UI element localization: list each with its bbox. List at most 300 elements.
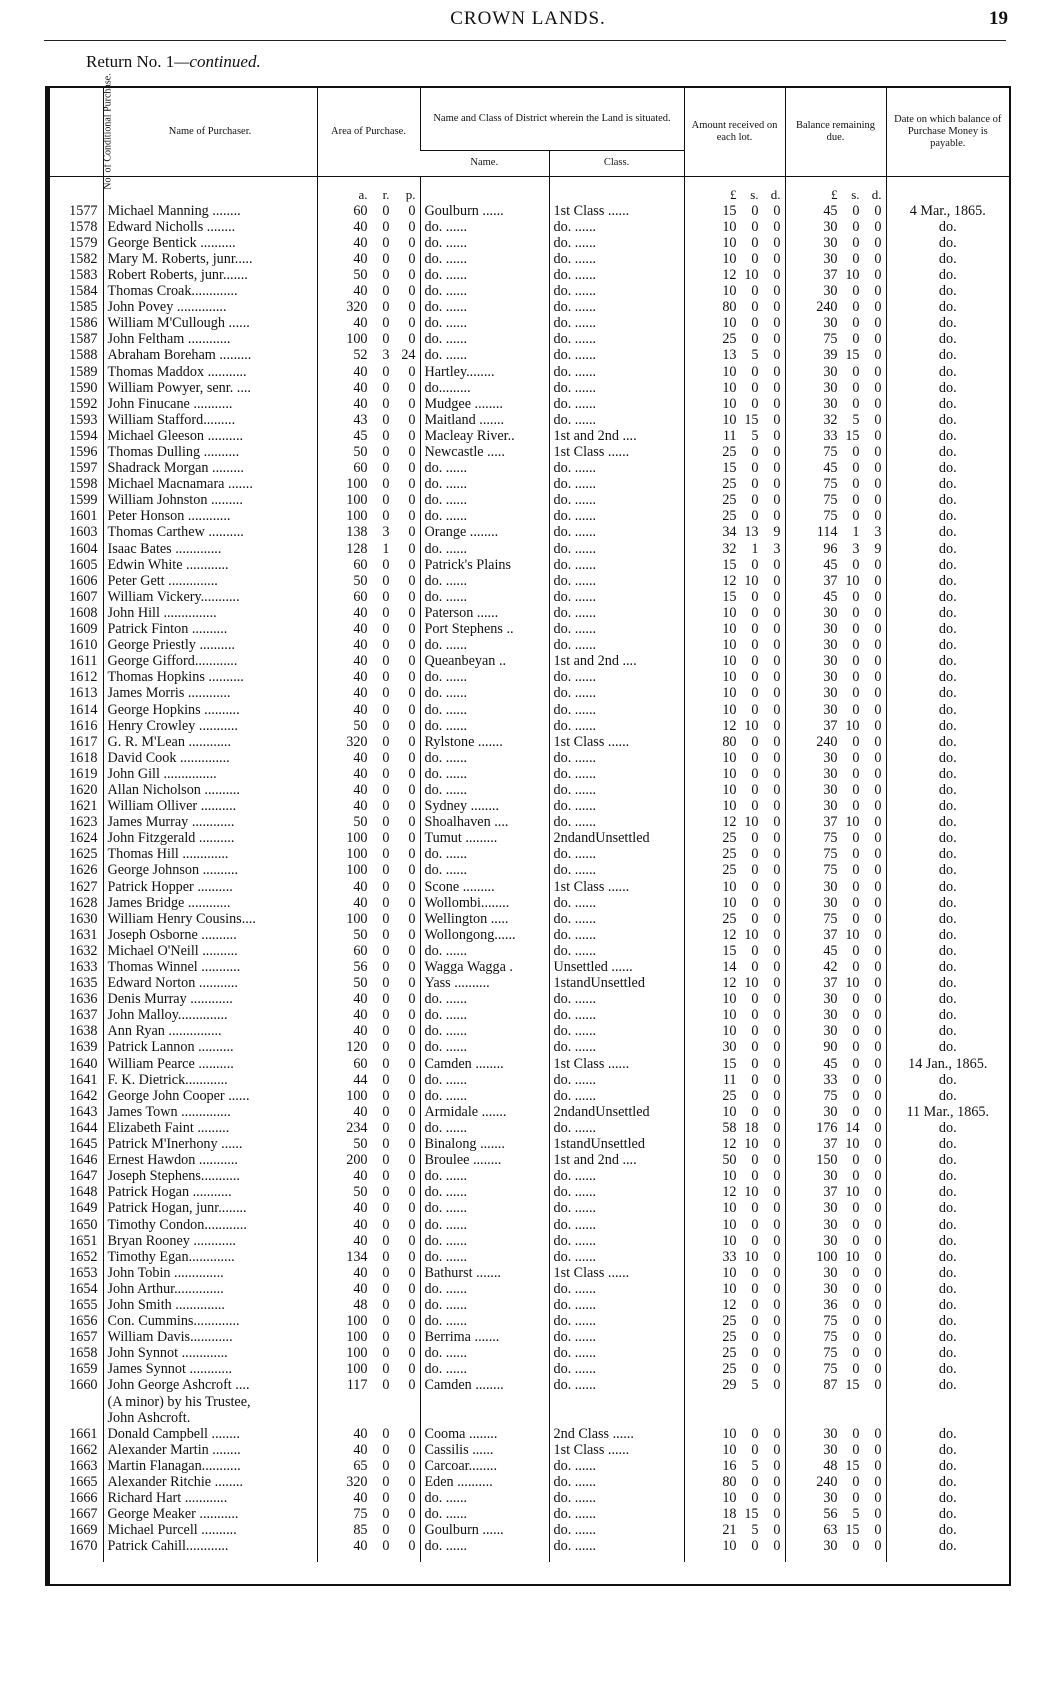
purchase-number: 1619 [69,765,98,782]
area-cell: 40 0 0 [317,653,420,669]
purchase-number: 1632 [69,942,98,959]
district-name: do. ...... [420,1249,549,1265]
balance-due: 37 10 0 [785,975,886,991]
area-cell: 40 0 0 [317,879,420,895]
purchaser-name: Edwin White ............ [103,557,317,573]
date-payable: do. [886,1313,1009,1329]
date-payable: do. [886,541,1009,557]
table-row [50,1088,1009,1104]
area-cell: 40 0 0 [317,1233,420,1249]
amount-received: 25 0 0 [684,830,785,846]
purchaser-name: George Bentick .......... [103,235,317,251]
district-name: Berrima ....... [420,1329,549,1345]
district-class: 1st Class ...... [549,444,684,460]
date-payable: do. [886,1217,1009,1233]
purchase-number: 1584 [69,283,98,300]
district-name: do. ...... [420,299,549,315]
area-cell: 75 0 0 [317,1506,420,1522]
district-class: do. ...... [549,895,684,911]
amount-received: 12 0 0 [684,1297,785,1313]
district-name: Maitland ....... [420,412,549,428]
table-row [50,718,1009,734]
balance-due: 30 0 0 [785,685,886,701]
balance-due: 30 0 0 [785,1168,886,1184]
area-cell: 50 0 0 [317,927,420,943]
balance-due: 75 0 0 [785,444,886,460]
purchaser-name: William Vickery........... [103,589,317,605]
table-row [50,927,1009,943]
district-class: do. ...... [549,508,684,524]
area-cell: 40 0 0 [317,702,420,718]
district-class: do. ...... [549,766,684,782]
district-class: do. ...... [549,927,684,943]
district-class: do. ...... [549,396,684,412]
date-payable: do. [886,975,1009,991]
units-row [50,187,1009,203]
header-date-payable: Date on which balance of Purchase Money is payable. [886,88,1009,176]
date-payable: do. [886,621,1009,637]
date-payable: do. [886,653,1009,669]
purchase-number: 1579 [69,234,98,251]
area-cell: 60 0 0 [317,557,420,573]
purchase-number: 1640 [69,1055,98,1072]
balance-due: 75 0 0 [785,1345,886,1361]
district-name: do. ...... [420,283,549,299]
amount-received: 25 0 0 [684,476,785,492]
district-name: Broulee ........ [420,1152,549,1168]
balance-due: 87 15 0 [785,1377,886,1393]
area-cell: 40 0 0 [317,1538,420,1554]
district-name: Bathurst ....... [420,1265,549,1281]
district-class: do. ...... [549,1184,684,1200]
table-row [50,1329,1009,1345]
district-name [420,1394,549,1410]
date-payable: do. [886,557,1009,573]
area-cell: 138 3 0 [317,524,420,540]
table-row [50,782,1009,798]
purchaser-name: Allan Nicholson .......... [103,782,317,798]
amount-received: 10 0 0 [684,1442,785,1458]
purchase-number: 1620 [69,781,98,798]
purchase-number: 1657 [69,1329,98,1346]
district-class: do. ...... [549,605,684,621]
amount-received: 25 0 0 [684,492,785,508]
balance-due: 150 0 0 [785,1152,886,1168]
district-class: do. ...... [549,1474,684,1490]
district-class: 1st Class ...... [549,734,684,750]
amount-received: 10 0 0 [684,1168,785,1184]
date-payable: do. [886,412,1009,428]
table-row [50,1522,1009,1538]
date-payable: do. [886,685,1009,701]
balance-due: 45 0 0 [785,557,886,573]
area-cell: 43 0 0 [317,412,420,428]
table-row [50,428,1009,444]
area-cell: 40 0 0 [317,782,420,798]
area-cell: 60 0 0 [317,203,420,219]
table-row [50,1377,1009,1393]
amount-received: 33 10 0 [684,1249,785,1265]
purchaser-name: John Malloy.............. [103,1007,317,1023]
purchaser-name: Thomas Maddox ........... [103,364,317,380]
table-row [50,814,1009,830]
date-payable: do. [886,927,1009,943]
table-row [50,1474,1009,1490]
district-name: Cassilis ...... [420,1442,549,1458]
balance-due: 56 5 0 [785,1506,886,1522]
district-class: do. ...... [549,1345,684,1361]
amount-received: 10 0 0 [684,1233,785,1249]
purchase-number: 1659 [69,1361,98,1378]
table-row [50,283,1009,299]
district-class: 1st Class ...... [549,1442,684,1458]
header-rule [44,40,1006,41]
balance-due: 33 15 0 [785,428,886,444]
district-class: 1st Class ...... [549,879,684,895]
area-cell: 40 0 0 [317,1104,420,1120]
date-payable: do. [886,428,1009,444]
district-class: do. ...... [549,911,684,927]
area-cell: 40 0 0 [317,1168,420,1184]
balance-due: 96 3 9 [785,541,886,557]
area-cell: 40 0 0 [317,750,420,766]
district-class: do. ...... [549,991,684,1007]
district-class: do. ...... [549,541,684,557]
return-title [86,52,261,72]
district-name: do. ...... [420,637,549,653]
table-row [50,1538,1009,1554]
amount-received [684,1410,785,1426]
purchase-number: 1661 [69,1425,98,1442]
district-class: do. ...... [549,476,684,492]
purchase-number: 1637 [69,1007,98,1024]
district-class: 2ndandUnsettled [549,830,684,846]
balance-due: 30 0 0 [785,1490,886,1506]
date-payable: do. [886,830,1009,846]
area-cell: 40 0 0 [317,219,420,235]
district-name: do. ...... [420,1088,549,1104]
amount-received: 25 0 0 [684,508,785,524]
district-class: do. ...... [549,943,684,959]
district-class: do. ...... [549,1538,684,1554]
purchaser-name: James Town .............. [103,1104,317,1120]
date-payable: do. [886,1200,1009,1216]
date-payable: do. [886,1506,1009,1522]
purchase-number: 1669 [69,1522,98,1539]
date-payable: do. [886,911,1009,927]
district-name: do. ...... [420,492,549,508]
table-row [50,975,1009,991]
area-cell: 40 0 0 [317,364,420,380]
purchaser-name: Donald Campbell ........ [103,1426,317,1442]
balance-due: 30 0 0 [785,1265,886,1281]
table-row [50,331,1009,347]
area-units: a. r. p. [317,187,420,203]
balance-due: 75 0 0 [785,846,886,862]
amount-received: 80 0 0 [684,1474,785,1490]
district-name: Camden ........ [420,1056,549,1072]
district-class: do. ...... [549,1458,684,1474]
area-cell: 100 0 0 [317,830,420,846]
purchase-number: 1635 [69,975,98,992]
purchaser-name: Shadrack Morgan ......... [103,460,317,476]
date-payable: do. [886,251,1009,267]
area-cell: 50 0 0 [317,267,420,283]
table-row [50,1233,1009,1249]
balance-due: 114 1 3 [785,524,886,540]
purchase-number: 1610 [69,637,98,654]
purchaser-name: Joseph Osborne .......... [103,927,317,943]
balance-due: 30 0 0 [785,1023,886,1039]
area-cell: 40 0 0 [317,798,420,814]
date-payable: do. [886,1168,1009,1184]
date-payable: do. [886,798,1009,814]
purchaser-name: James Murray ............ [103,814,317,830]
purchase-number: 1656 [69,1313,98,1330]
district-class: do. ...... [549,846,684,862]
header-purchase-number: No. of Conditional Purchase. [50,88,103,176]
purchase-number: 1642 [69,1087,98,1104]
district-name: do. ...... [420,669,549,685]
purchase-number: 1644 [69,1119,98,1136]
purchaser-name: William Davis............ [103,1329,317,1345]
purchaser-name: Bryan Rooney ............ [103,1233,317,1249]
purchaser-name: Timothy Egan............. [103,1249,317,1265]
purchase-number: 1611 [69,653,98,670]
date-payable: do. [886,862,1009,878]
balance-due: 45 0 0 [785,1056,886,1072]
area-cell: 40 0 0 [317,669,420,685]
amount-received: 15 0 0 [684,943,785,959]
balance-due: 63 15 0 [785,1522,886,1538]
district-class: do. ...... [549,750,684,766]
district-class: 1st Class ...... [549,1056,684,1072]
table-row [50,541,1009,557]
purchaser-name: Henry Crowley ........... [103,718,317,734]
purchaser-name: Patrick M'Inerhony ...... [103,1136,317,1152]
table-row [50,557,1009,573]
balance-due [785,1394,886,1410]
district-name: do. ...... [420,508,549,524]
area-cell: 40 0 0 [317,621,420,637]
table-row [50,1056,1009,1072]
balance-due: 240 0 0 [785,299,886,315]
district-name: Newcastle ..... [420,444,549,460]
amount-received: 12 10 0 [684,1184,785,1200]
district-class: do. ...... [549,1120,684,1136]
date-payable: 14 Jan., 1865. [886,1056,1009,1072]
district-name: Binalong ....... [420,1136,549,1152]
district-class: do. ...... [549,1200,684,1216]
date-payable: do. [886,814,1009,830]
purchaser-name: Alexander Ritchie ........ [103,1474,317,1490]
date-payable: do. [886,1136,1009,1152]
purchase-number: 1578 [69,218,98,235]
amount-received: 10 0 0 [684,1538,785,1554]
purchase-number [50,1394,103,1410]
table-row [50,1490,1009,1506]
table-row [50,830,1009,846]
district-class: Unsettled ...... [549,959,684,975]
district-name: do. ...... [420,1072,549,1088]
purchase-number: 1630 [69,910,98,927]
amount-received: 10 0 0 [684,315,785,331]
district-name: do. ...... [420,1538,549,1554]
purchaser-name: Denis Murray ............ [103,991,317,1007]
balance-due: 75 0 0 [785,508,886,524]
purchase-number: 1603 [69,524,98,541]
district-name: Armidale ....... [420,1104,549,1120]
amount-received: 15 0 0 [684,589,785,605]
amount-received: 10 0 0 [684,1200,785,1216]
purchaser-name: F. K. Dietrick............ [103,1072,317,1088]
area-cell: 40 0 0 [317,1023,420,1039]
purchase-number: 1608 [69,604,98,621]
purchase-number: 1641 [69,1071,98,1088]
date-payable: do. [886,235,1009,251]
table-row [50,219,1009,235]
district-class: do. ...... [549,637,684,653]
area-cell: 60 0 0 [317,1056,420,1072]
balance-due: 30 0 0 [785,637,886,653]
purchase-number: 1653 [69,1264,98,1281]
district-class: do. ...... [549,347,684,363]
area-cell: 234 0 0 [317,1120,420,1136]
balance-due: 32 5 0 [785,412,886,428]
area-cell: 100 0 0 [317,862,420,878]
district-class: do. ...... [549,621,684,637]
purchaser-name: Edward Norton ........... [103,975,317,991]
table-row [50,1072,1009,1088]
amount-received: 10 0 0 [684,605,785,621]
table-row [50,798,1009,814]
purchase-number: 1660 [69,1377,98,1394]
purchase-number: 1628 [69,894,98,911]
table-row [50,347,1009,363]
purchaser-name: William Stafford......... [103,412,317,428]
district-class: do. ...... [549,1217,684,1233]
district-name: Wagga Wagga . [420,959,549,975]
purchaser-name: John George Ashcroft .... [103,1377,317,1393]
balance-units: £ s. d. [785,187,886,203]
area-cell: 40 0 0 [317,1490,420,1506]
purchase-number: 1643 [69,1103,98,1120]
purchase-number: 1665 [69,1474,98,1490]
area-cell: 200 0 0 [317,1152,420,1168]
amount-received: 10 0 0 [684,1281,785,1297]
balance-due: 30 0 0 [785,380,886,396]
date-payable: do. [886,1265,1009,1281]
table-row [50,412,1009,428]
date-payable [886,1410,1009,1426]
balance-due: 75 0 0 [785,492,886,508]
purchaser-name: William Johnston ......... [103,492,317,508]
table-row [50,299,1009,315]
amount-received: 25 0 0 [684,331,785,347]
table-row [50,1184,1009,1200]
balance-due: 45 0 0 [785,203,886,219]
purchase-number: 1614 [69,701,98,718]
purchaser-name: Patrick Lannon .......... [103,1039,317,1055]
district-name [420,1410,549,1426]
amount-received: 10 0 0 [684,685,785,701]
district-name: do. ...... [420,1007,549,1023]
amount-received: 10 0 0 [684,702,785,718]
balance-due: 36 0 0 [785,1297,886,1313]
district-name: Orange ........ [420,524,549,540]
purchaser-name: Patrick Cahill............ [103,1538,317,1554]
area-cell: 40 0 0 [317,380,420,396]
return-suffix: —continued. [174,52,261,71]
table-row [50,1281,1009,1297]
amount-received: 25 0 0 [684,1313,785,1329]
district-class: do. ...... [549,718,684,734]
date-payable: do. [886,1474,1009,1490]
balance-due: 37 10 0 [785,573,886,589]
purchaser-name: G. R. M'Lean ............ [103,734,317,750]
area-cell: 320 0 0 [317,734,420,750]
amount-received: 12 10 0 [684,975,785,991]
table-row [50,476,1009,492]
amount-received: 10 0 0 [684,364,785,380]
area-cell [317,1394,420,1410]
purchaser-name: William M'Cullough ...... [103,315,317,331]
purchase-number: 1645 [69,1136,98,1153]
balance-due: 240 0 0 [785,734,886,750]
area-cell: 40 0 0 [317,1281,420,1297]
amount-received: 25 0 0 [684,1345,785,1361]
balance-due: 30 0 0 [785,1200,886,1216]
date-payable: do. [886,1023,1009,1039]
district-name: Macleay River.. [420,428,549,444]
area-cell: 40 0 0 [317,766,420,782]
district-name: do. ...... [420,1217,549,1233]
purchase-number: 1650 [69,1216,98,1233]
purchase-number: 1649 [69,1200,98,1217]
return-table-body [50,176,1009,1562]
area-cell: 40 0 0 [317,251,420,267]
purchase-number: 1654 [69,1280,98,1297]
balance-due: 75 0 0 [785,1088,886,1104]
date-payable: do. [886,1120,1009,1136]
district-name: do. ...... [420,460,549,476]
district-class: do. ...... [549,669,684,685]
date-payable: do. [886,589,1009,605]
amount-received: 12 10 0 [684,1136,785,1152]
header-purchaser-name: Name of Purchaser. [103,88,317,176]
district-class: 2nd Class ...... [549,1426,684,1442]
balance-due: 30 0 0 [785,235,886,251]
purchaser-name: Peter Honson ............ [103,508,317,524]
header-balance-due: Balance remaining due. [785,88,886,176]
table-row [50,267,1009,283]
area-cell: 100 0 0 [317,476,420,492]
date-payable: do. [886,1233,1009,1249]
area-cell: 100 0 0 [317,492,420,508]
date-payable: do. [886,766,1009,782]
purchaser-name: (A minor) by his Trustee, [103,1394,317,1410]
balance-due: 100 10 0 [785,1249,886,1265]
amount-received: 12 10 0 [684,814,785,830]
district-name: do. ...... [420,1184,549,1200]
table-row [50,573,1009,589]
table-row [50,508,1009,524]
date-payable: do. [886,331,1009,347]
table-row [50,524,1009,540]
header-amount-received: Amount received on each lot. [684,88,785,176]
balance-due: 30 0 0 [785,669,886,685]
received-units: £ s. d. [684,187,785,203]
